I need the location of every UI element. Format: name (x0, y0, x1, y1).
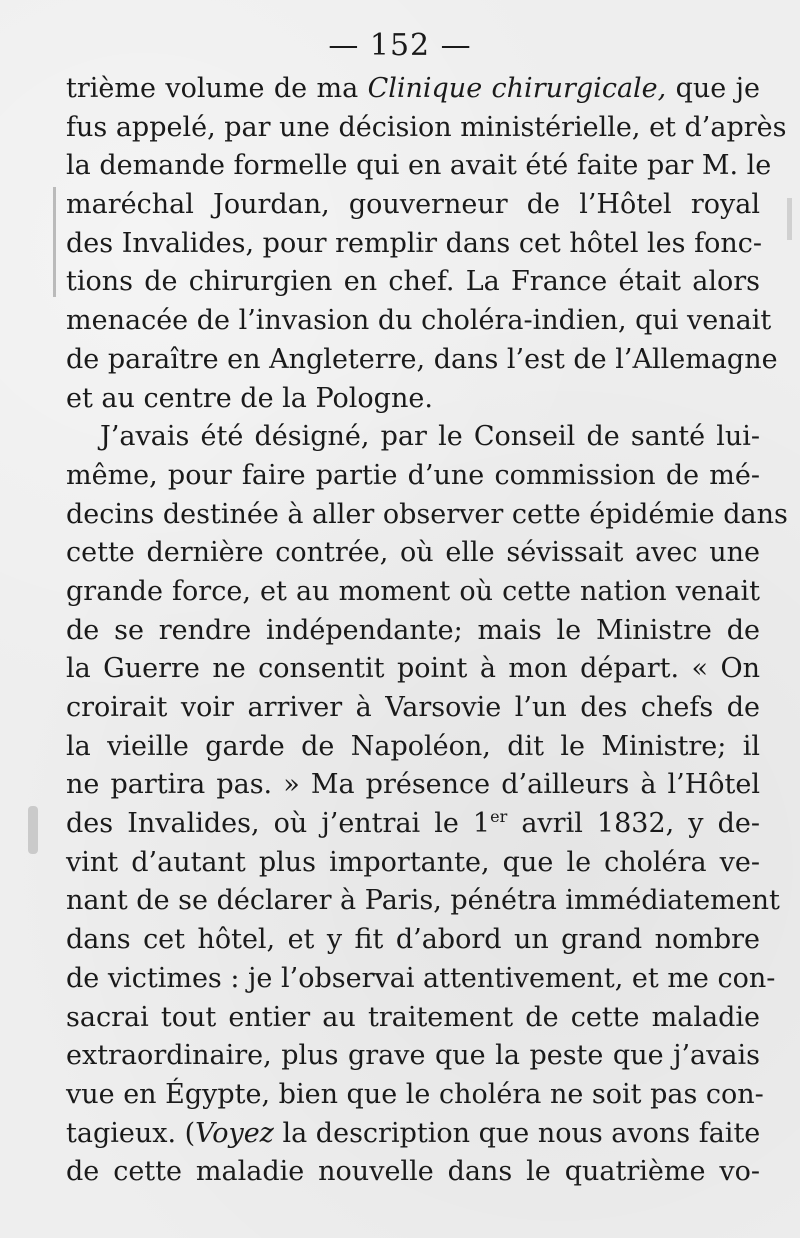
text-line: croirait voir arriver à Varsovie l’un des chefs de (66, 692, 760, 723)
text-line: grande force, et au moment où cette nation venait (66, 575, 760, 607)
text-line: menacée de l’invasion du choléra-indien, qui venait (66, 305, 772, 337)
text-line: vue en Égypte, bien que le choléra ne soit pas con- (66, 1078, 764, 1110)
text-line: fus appelé, par une décision ministérielle, et d’après (66, 111, 787, 143)
italic-reference: Voyez (195, 1117, 274, 1149)
paragraph-1 (66, 70, 787, 418)
text-line (66, 70, 760, 109)
text-line: la demande formelle qui en avait été faite par M. le (66, 150, 772, 182)
text-line: vint d’autant plus importante, que le choléra ve- (66, 846, 760, 878)
text-line: tions de chirurgien en chef. La France était alors (66, 266, 760, 298)
text-line: cette dernière contrée, où elle sévissait avec une (66, 537, 760, 569)
scan-margin-mark (53, 187, 56, 297)
text-line: même, pour faire partie d’une commission de mé- (66, 459, 760, 491)
text-line: dans cet hôtel, et y fit d’abord un grand nombre (66, 924, 760, 956)
text-line: decins destinée à aller observer cette épidémie dans (66, 498, 788, 530)
text-run: la description que nous avons faite (273, 1117, 761, 1149)
text-line: de paraître en Angleterre, dans l’est de l’Allemagne (66, 343, 778, 375)
text-line: la Guerre ne consentit point à mon départ. « On (66, 653, 760, 685)
body-text (66, 70, 788, 1192)
text-line: la vieille garde de Napoléon, dit le Ministre; il (66, 730, 760, 762)
text-run: que je (666, 73, 760, 104)
text-line: de victimes : je l’observai attentivement, et me con- (66, 962, 776, 994)
text-line: et au centre de la Pologne. (66, 382, 433, 414)
superscript: er (490, 807, 508, 827)
text-line: de se rendre indépendante; mais le Ministre de (66, 614, 760, 646)
text-run: trième volume de ma (66, 73, 368, 104)
text-line: de cette maladie nouvelle dans le quatrième vo- (66, 1156, 760, 1188)
text-line: ne partira pas. » Ma présence d’ailleurs à l’Hôtel (66, 769, 760, 801)
text-line: nant de se déclarer à Paris, pénétra immédiatement (66, 885, 780, 917)
paragraph-2 (66, 418, 788, 1192)
text-run: tagieux. ( (66, 1117, 196, 1149)
text-line: extraordinaire, plus grave que la peste que j’avais (66, 1040, 760, 1072)
text-line: sacrai tout entier au traitement de cette maladie (66, 1001, 760, 1033)
text-line: J’avais été désigné, par le Conseil de santé lui- (100, 421, 760, 453)
scan-margin-smudge (28, 806, 38, 854)
text-run: avril 1832, y de- (507, 808, 761, 840)
text-line (66, 1115, 760, 1154)
text-run: des Invalides, où j’entrai le 1 (66, 808, 491, 840)
scan-edge-smudge (787, 198, 792, 240)
page-number: — 152 — (328, 28, 472, 63)
book-title: Clinique chirurgicale, (367, 73, 667, 104)
text-line: des Invalides, pour remplir dans cet hôtel les fonc- (66, 227, 762, 259)
text-line (66, 805, 760, 844)
text-line: maréchal Jourdan, gouverneur de l’Hôtel royal (66, 189, 760, 221)
